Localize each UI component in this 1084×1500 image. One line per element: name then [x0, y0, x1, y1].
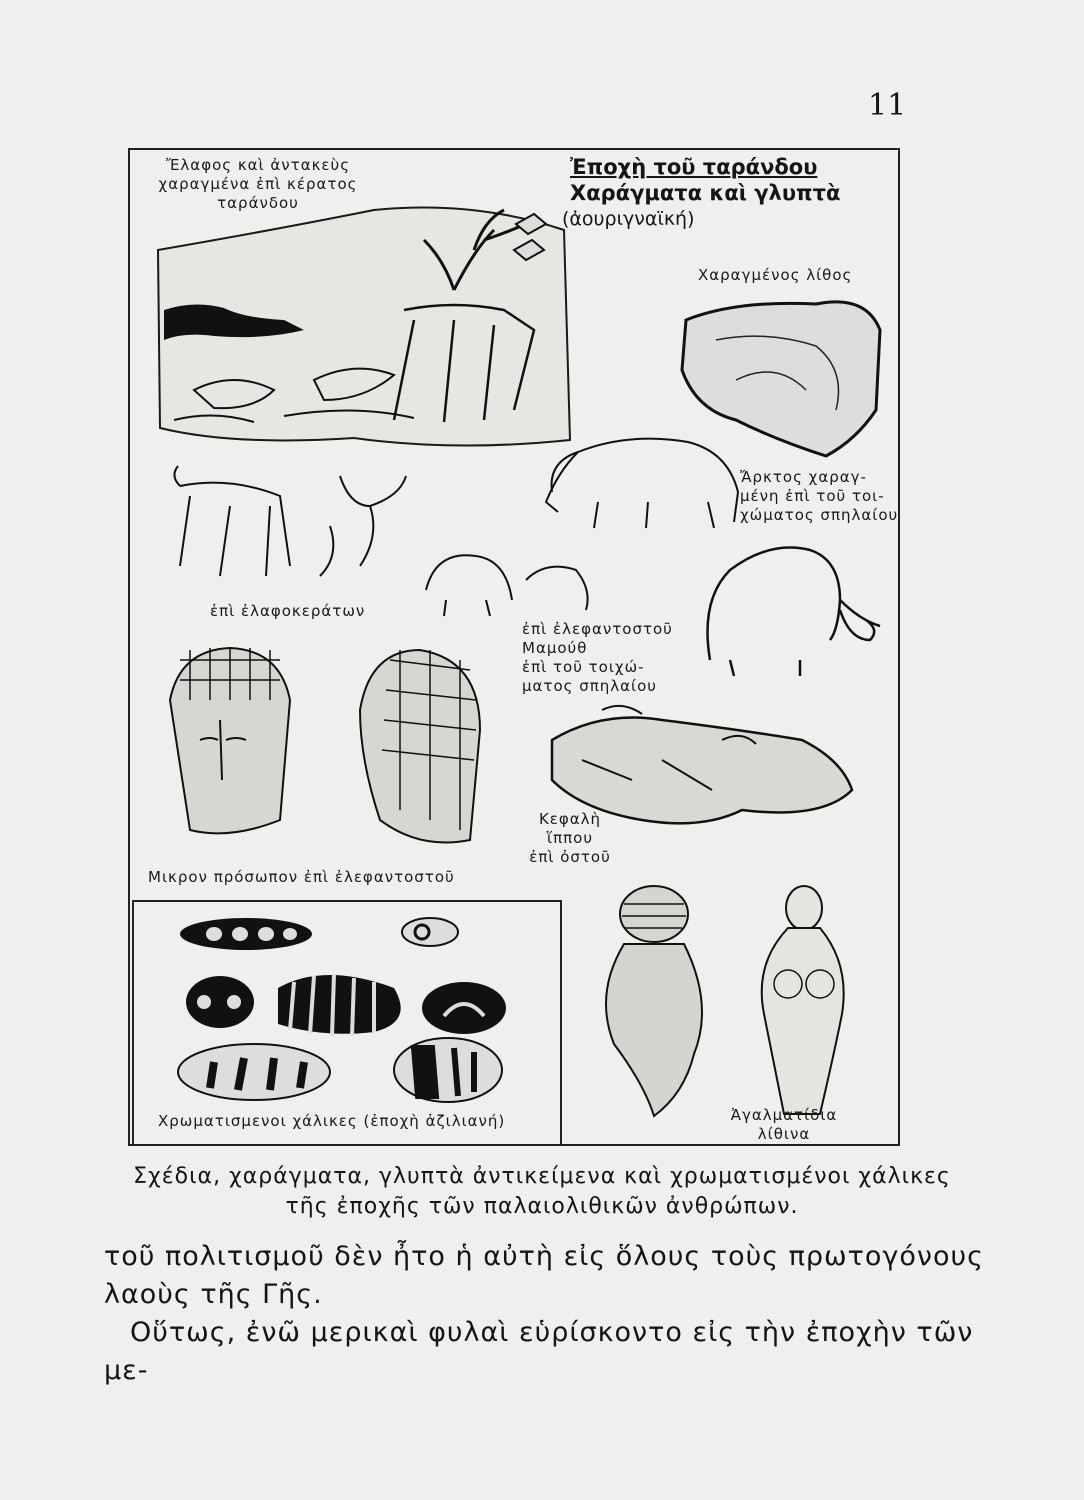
engraved-marks: [506, 210, 566, 262]
plate-title: Ἐποχὴ τοῦ ταράνδου Χαράγματα καὶ γλυπτὰ: [570, 155, 841, 205]
pebbles-panel: [132, 900, 562, 1146]
small-mammoths-drawing: [416, 540, 596, 620]
figure-plate: [128, 148, 900, 1146]
label-antler-engraving: Ἔλαφος καὶ ἀντακεὺς χαραγμένα ἐπὶ κέρατος ταράνδου: [158, 156, 358, 212]
label-figurines: Ἀγαλματίδια λίθινα: [730, 1106, 838, 1143]
body-line: Οὕτως, ἐνῶ μερικαὶ φυλαὶ εὑρίσκοντο εἰς τὴν ἐποχὴν τῶν με-: [104, 1317, 974, 1386]
label-pebbles: Χρωματισμενοι χάλικες (ἐποχὴ ἀζιλιανή): [158, 1112, 506, 1130]
figure-caption: Σχέδια, χαράγματα, γλυπτὰ ἀντικείμενα καὶ χρωματισμένοι χάλικες τῆς ἐποχῆς τῶν παλαιολιθικῶν ἀνθρώπων.: [133, 1164, 951, 1219]
label-engraved-stone: Χαραγμένος λίθος: [698, 266, 853, 284]
mammoth-drawing: [690, 530, 890, 680]
page-number: 11: [868, 88, 907, 123]
stone-figurines-drawing: [594, 884, 864, 1124]
body-line: τοῦ πολιτισμοῦ δὲν ἦτο ἡ αὐτὴ εἰς ὅλους τοὺς πρωτογόνους: [104, 1241, 984, 1272]
bear-drawing: [538, 412, 748, 532]
body-line: λαοὺς τῆς Γῆς.: [104, 1279, 323, 1310]
body-text: [104, 1238, 984, 1390]
label-small-face: Μικρον πρόσωπον ἐπὶ ἐλεφαντοστοῦ: [148, 868, 455, 886]
deer-antler-drawing: [170, 466, 410, 586]
label-horse-head: Κεφαλὴ ἵππου ἐπὶ ὀστοῦ: [529, 810, 611, 866]
painted-pebbles-drawing: [174, 912, 534, 1112]
small-face-drawing: [160, 640, 500, 860]
plate-subtitle: (ἀουριγναϊκή): [562, 208, 695, 230]
label-deer-antlers: ἐπὶ ἐλαφοκεράτων: [210, 602, 366, 620]
label-mammoth: ἐπὶ ἐλεφαντοστοῦ Μαμούθ ἐπὶ τοῦ τοιχώ- ματος σπηλαίου: [522, 620, 673, 695]
label-bear: Ἄρκτος χαραγ- μένη ἐπὶ τοῦ τοι- χώματος σπηλαίου: [740, 468, 899, 524]
